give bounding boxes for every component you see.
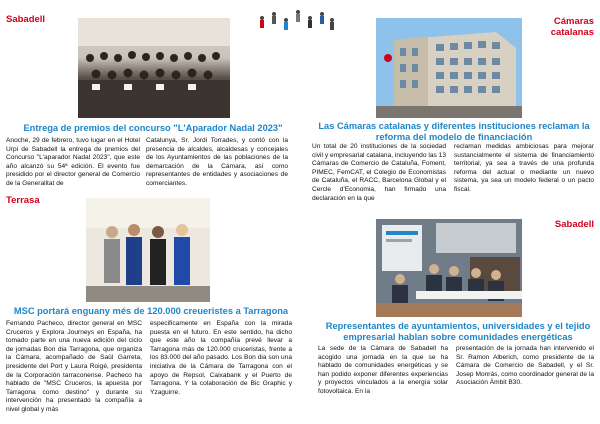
city-tag-sabadell: Sabadell xyxy=(6,14,46,25)
city-tag-camaras-catalanas: Cámaras catalanas xyxy=(550,16,594,38)
article-energia-col2: presentación de la jornada han intervenido el Sr. Ramon Alberich, como presidente de la Cámara de Comercio de Sabadell, y el Sr. Josep Monrás, como coordinador general de la Asociación Àmbit B30. xyxy=(456,345,594,387)
decorative-figures xyxy=(258,8,338,32)
headline-aparador-nadal: Entrega de premios del concurso "L'Aparador Nadal 2023" xyxy=(23,123,283,133)
photo-award-ceremony xyxy=(78,18,230,118)
speakers-illustration xyxy=(86,198,210,302)
building-illustration xyxy=(376,18,522,118)
photo-energy-conference xyxy=(376,219,522,317)
city-tag-terrasa: Terrasa xyxy=(6,195,40,206)
group-photo-illustration xyxy=(78,18,230,118)
photo-building xyxy=(376,18,522,118)
conference-illustration xyxy=(376,219,522,317)
article-aparador-col1: Anoche, 29 de febrero, tuvo lugar en el Hotel Urpi de Sabadell la entrega de premios del Concurso "L'aparador Nadal 2023", que este año alcanzó su 54ª edición. El evento fue presidido por el director general de Comercio de la Generalitat de xyxy=(6,137,140,187)
article-energia-col1: La sede de la Cámara de Sabadell ha acogido una jornada en la que se ha hablado de comunidades energéticas y se han podido exponer diferentes experiencias y proyectos vinculados a la energía solar fotovoltaica. En la xyxy=(318,345,448,395)
article-financiacion-col1: Un total de 20 instituciones de la sociedad civil y empresarial catalana, incluyendo las 13 Cámaras de Comercio de Cataluña, Foment, PIMEC, FemCAT, el Colegio de Economistas de Cataluña, el RACC, Barcelona Global y el Cercle d'Economia, han firmado una declaración en la que xyxy=(312,143,446,202)
article-financiacion-col2: reclaman medidas ambiciosas para mejorar sustancialmente el sistema de financiamiento territorial, ya sea a través de una profunda reforma del actual o mediante un nuevo sistema, ya sea un modelo federal o un pacto fiscal. xyxy=(454,143,594,193)
headline-reforma-financiacion: Las Cámaras catalanas y diferentes instituciones reclaman la reforma del modelo de financiación xyxy=(318,121,590,142)
photo-msc-speakers xyxy=(86,198,210,302)
headline-msc-tarragona: MSC portará enguany més de 120.000 creueristes a Tarragona xyxy=(13,306,289,316)
article-msc-col2: especificamente en España con la mirada puesta en el futuro. En este sentido, ha dicho que este año la compañía prevé llevar a Tarragona más de 120.000 cruceristas, frente a los 83.000 del año pasado. Los Bon dia son una iniciativa de la Cámara de Tarragona con el apoyo de Repsol, Caixabank y el Puerto de Tarragona. Y la colaboración de Bic Graphic y Yzaguirre. xyxy=(150,320,292,396)
article-aparador-col2: Catalunya, Sr. Jordi Torrades, y contó con la presencia de alcaldes, alcaldesas y concejales de los Ayuntamientos de las poblaciones de la demarcación de la Cámara, así como representantes de entidades y asociaciones de comerciantes. xyxy=(146,137,288,187)
city-tag-sabadell-2: Sabadell xyxy=(554,219,594,230)
headline-comunidades-energeticas: Representantes de ayuntamientos, universidades y el tejido empresarial hablan sobre comunidades energéticas xyxy=(325,321,591,342)
article-msc-col1: Fernando Pacheco, director general en MSC Cruceros y Explora Journeys en España, ha tomado parte en una nueva edición del ciclo de jornadas Bon dia Tarragona, que organiza la Cámara, acompañado de Saül Garreta, presidente del Port y Laura Roigé, presidenta de la Corporación tarraconense. Pacheco ha hablado de "MSC Cruceros, la apuesta por Tarragona como destino" y durante su intervención ha presentado la compañía a nivel global y más xyxy=(6,320,142,413)
